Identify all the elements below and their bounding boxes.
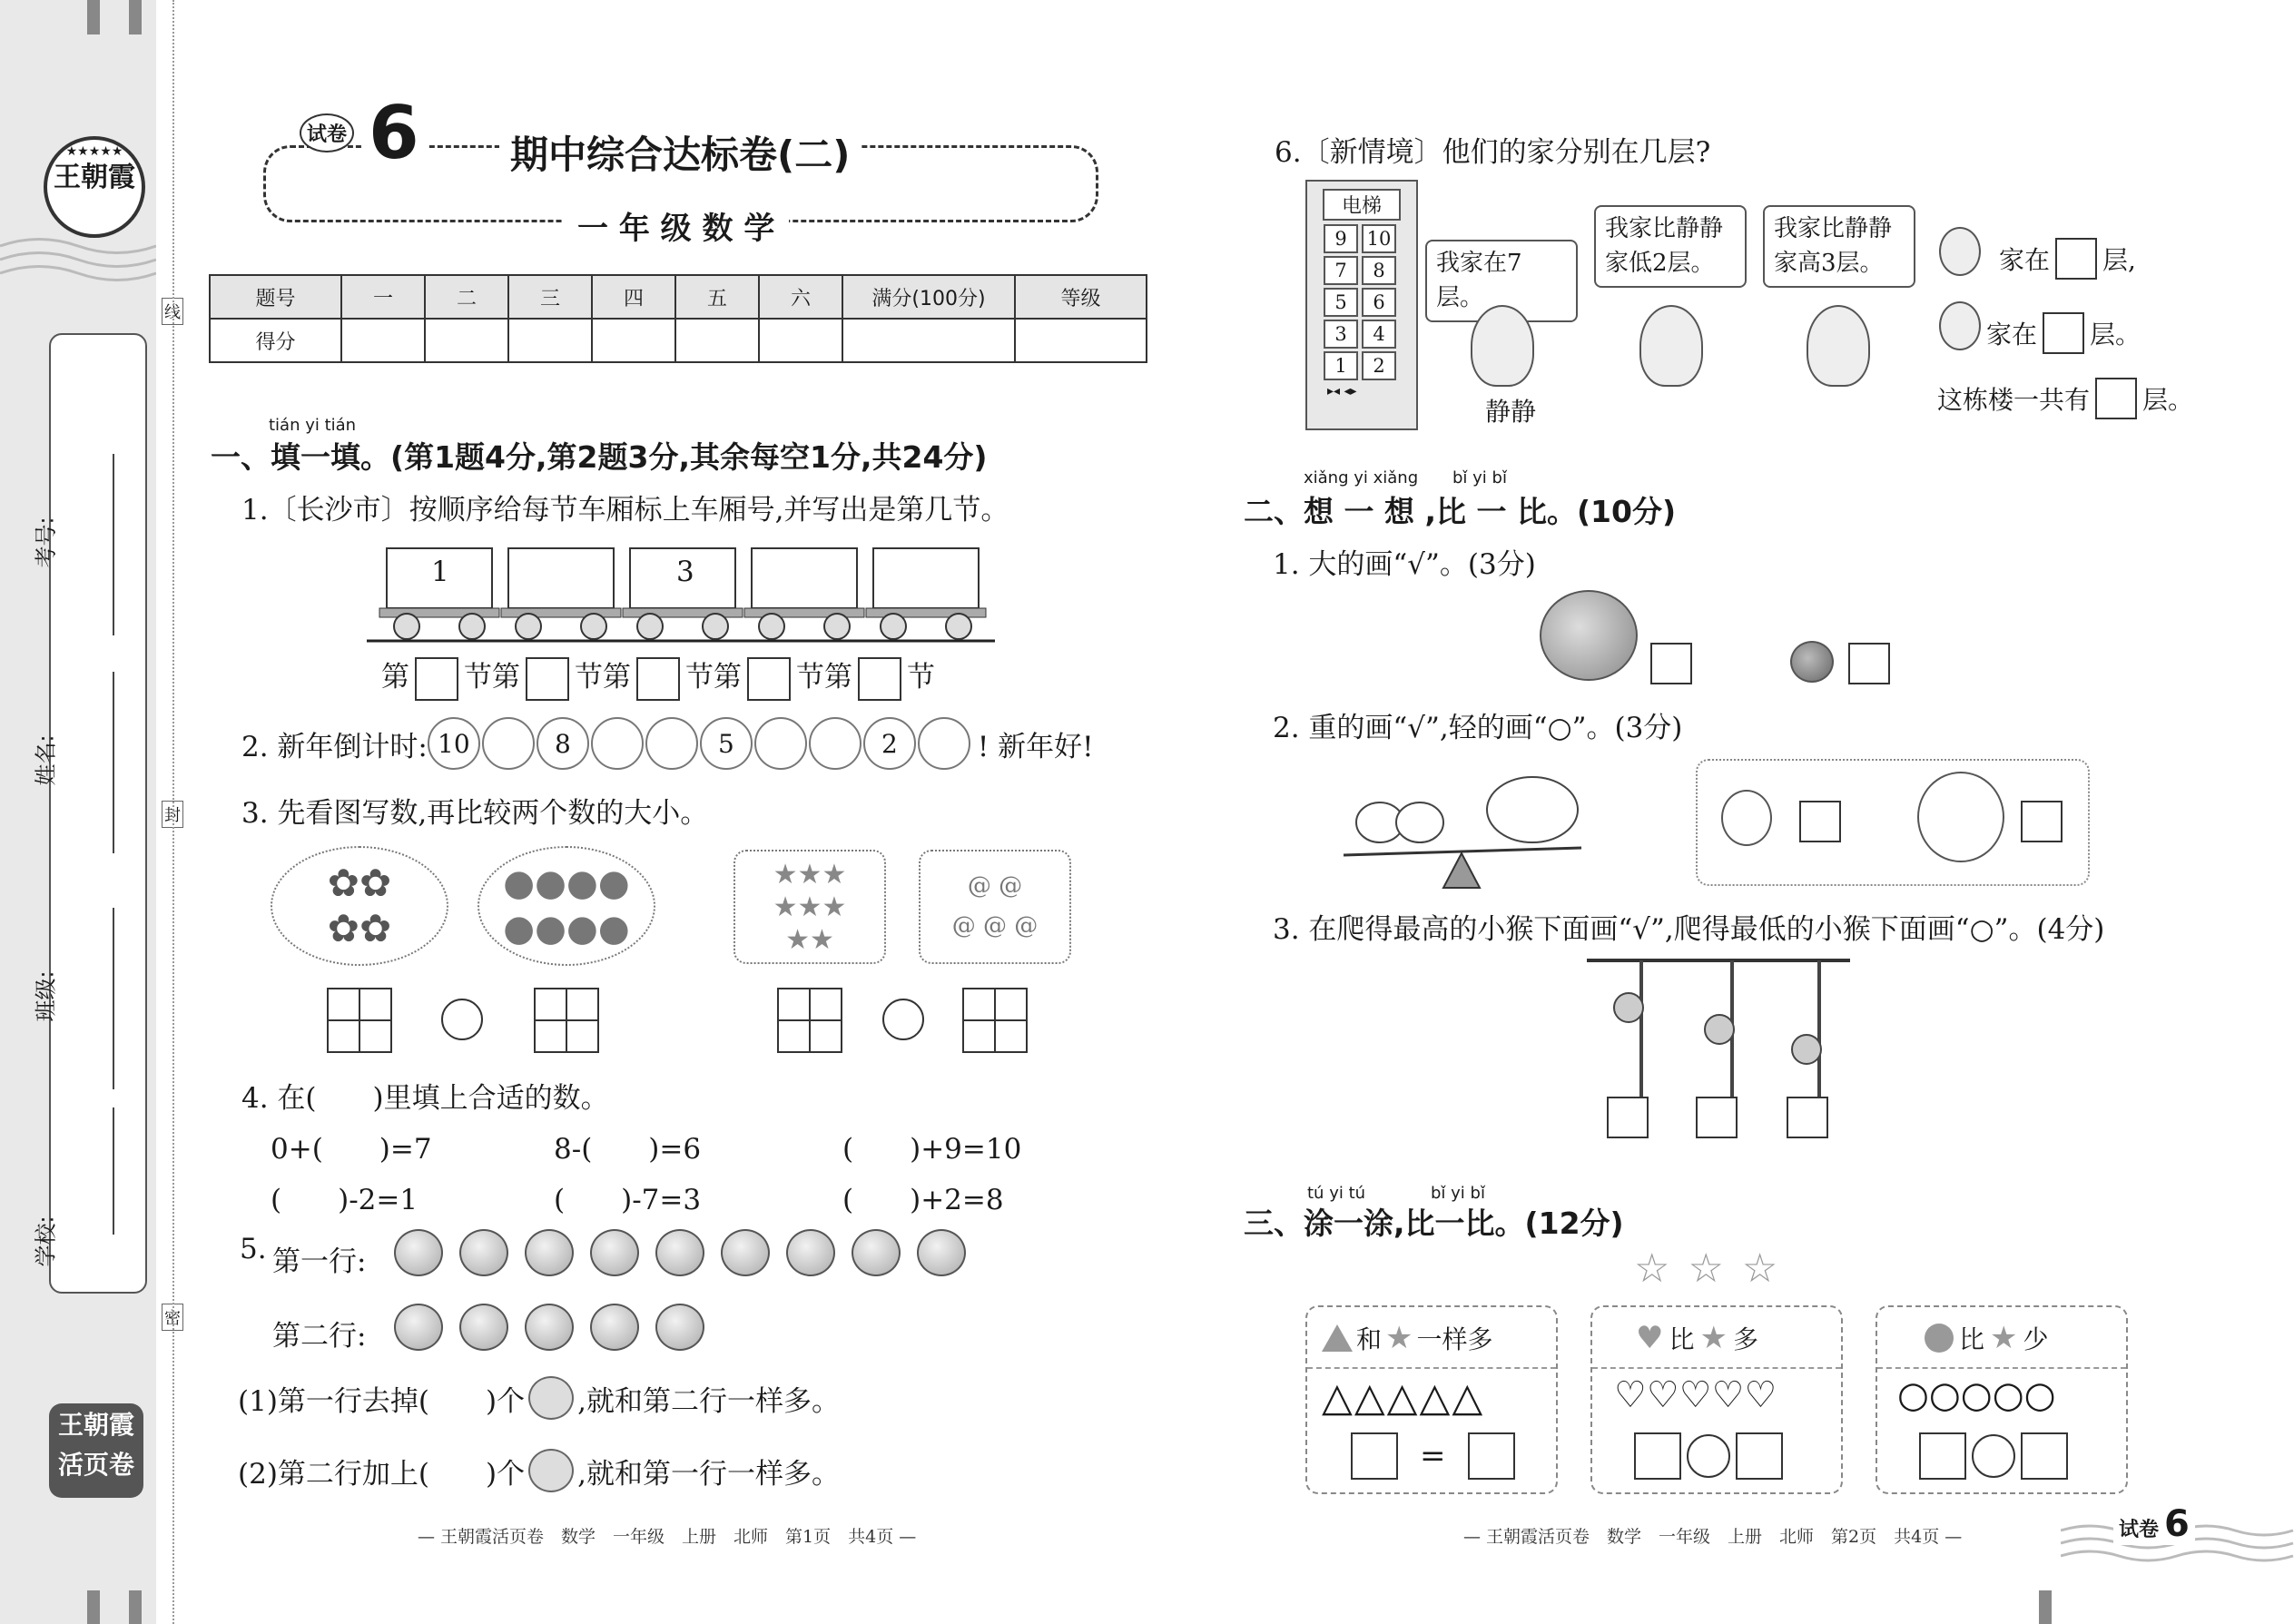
wheel (516, 614, 541, 639)
wheel (881, 614, 906, 639)
floor-button: 10 (1362, 224, 1396, 253)
wheel (459, 614, 485, 639)
q4-equation[interactable]: 0+( )=7 (271, 1133, 432, 1166)
count-box[interactable] (962, 988, 1028, 1053)
girl2-illustration (1807, 305, 1870, 387)
speech-bubble: 我家在7层。 (1425, 240, 1578, 322)
answer-box[interactable] (415, 657, 458, 701)
countdown-circle: 2 (863, 717, 916, 770)
card1-divider (1307, 1367, 1556, 1369)
logo-text: 王朝霞 (54, 162, 135, 193)
apple-icon (721, 1229, 770, 1276)
q3-text: 3. 先看图写数,再比较两个数的大小。 (241, 797, 709, 830)
countdown-circle: 10 (428, 717, 480, 770)
q4-equation[interactable]: ( )-7=3 (554, 1184, 702, 1216)
compare-circle[interactable] (882, 999, 924, 1040)
floor-button: 6 (1362, 288, 1396, 317)
card3-header: 比 ★ 少 (1925, 1320, 2049, 1356)
reference-stars: ☆☆☆ (1634, 1245, 1797, 1292)
apple-icon (525, 1229, 574, 1276)
countdown-circle[interactable] (809, 717, 861, 770)
answer-box[interactable] (2021, 801, 2063, 842)
apple-icon (655, 1229, 704, 1276)
elevator-panel (1305, 180, 1418, 430)
q5-row2-label: 第二行: (272, 1320, 367, 1353)
blank-line (113, 1107, 114, 1235)
apple-icon (590, 1304, 639, 1351)
footer-right: — 王朝霞活页卷 数学 一年级 上册 北师 第2页 共4页 — (1463, 1527, 1963, 1547)
countdown-circle[interactable] (591, 717, 644, 770)
wheel (759, 614, 784, 639)
q6-answer1: 家在 层, (1999, 238, 2136, 280)
score-cell[interactable] (842, 319, 1015, 362)
wave-decoration (0, 232, 156, 287)
q1-text: 1.〔长沙市〕按顺序给每节车厢标上车厢号,并写出是第几节。 (241, 494, 1009, 527)
countdown-circle: 5 (700, 717, 753, 770)
section1-title: 一、填一填。(第1题4分,第2题3分,其余每空1分,共24分) (211, 439, 988, 475)
q4-equation[interactable]: ( )+2=8 (842, 1184, 1004, 1216)
answer-box[interactable] (1736, 1432, 1783, 1480)
section3-pinyin: bǐ yi bǐ (1431, 1184, 1485, 1203)
section1-pinyin: tián yi tián (269, 416, 357, 435)
answer-box[interactable] (1468, 1432, 1515, 1480)
score-table (209, 274, 1147, 363)
blank-line (113, 908, 114, 1089)
balls-oval: ●●●● ●●●● (478, 846, 655, 966)
brand-badge: 王朝霞 活页卷 (49, 1403, 143, 1498)
floor-button: 1 (1324, 351, 1358, 380)
section2-pinyin: bǐ yi bǐ (1452, 468, 1507, 487)
answer-box[interactable] (2095, 378, 2137, 419)
section3-pinyin: tú yi tú (1307, 1184, 1366, 1203)
q4-equation[interactable]: ( )+9=10 (842, 1133, 1022, 1166)
score-cell[interactable] (592, 319, 675, 362)
s2-q2-text: 2. 重的画“√”,轻的画“○”。(3分) (1273, 712, 1683, 744)
car-position-row: 第 节第 节第 节第 节第 节 (381, 654, 935, 701)
score-cell[interactable] (759, 319, 842, 362)
star-icon: ★ (1699, 1320, 1728, 1356)
wheel (394, 614, 419, 639)
answer-box[interactable] (1919, 1432, 1966, 1480)
circle-icon (1925, 1324, 1954, 1353)
car-base (501, 608, 621, 617)
apple-icon (655, 1304, 704, 1351)
apple-icon (528, 1376, 574, 1420)
card3-answer (1919, 1432, 2068, 1480)
floor-button: 2 (1362, 351, 1396, 380)
s2-q1-text: 1. 大的画“√”。(3分) (1273, 548, 1536, 581)
apple-icon (459, 1304, 508, 1351)
q5-part2: (2)第二行加上( )个 ,就和第一行一样多。 (238, 1449, 840, 1492)
count-box[interactable] (327, 988, 392, 1053)
score-table-header-row: 题号 一 二 三 四 五 六 满分(100分) 等级 (210, 275, 1147, 319)
score-cell[interactable] (1015, 319, 1147, 362)
answer-box[interactable] (2043, 312, 2084, 354)
section2-title: 二、想 一 想 ,比 一 比。(10分) (1244, 494, 1677, 529)
score-cell[interactable] (341, 319, 425, 362)
pumpkin-image (1540, 590, 1638, 681)
wheel (703, 614, 728, 639)
apple-icon (786, 1229, 835, 1276)
apple-icon (394, 1229, 443, 1276)
score-table-score-row: 得分 (210, 319, 1147, 362)
compare-circle[interactable] (441, 999, 483, 1040)
test-number: 6 (361, 91, 427, 175)
q6-text: 6.〔新情境〕他们的家分别在几层? (1275, 136, 1711, 169)
name-field[interactable]: 姓名: (54, 672, 145, 853)
wheel (637, 614, 663, 639)
girl-face-icon (1939, 227, 1981, 276)
card2-header: ♥ 比 ★ 多 (1636, 1320, 1758, 1356)
binding-label-seal: 封 (162, 801, 183, 828)
car-base (623, 608, 743, 617)
card1-answer: = (1351, 1432, 1515, 1480)
apple-icon (459, 1229, 508, 1276)
blank-line (113, 454, 114, 635)
corner-test-label: 试卷 6 (2113, 1503, 2195, 1545)
circles-row: ○○○○○ (1897, 1374, 2056, 1416)
boy-face-icon (1939, 301, 1981, 350)
car-numbers (386, 556, 1003, 592)
answer-box[interactable] (1848, 643, 1890, 684)
count-box[interactable] (777, 988, 842, 1053)
floor-button: 7 (1324, 256, 1358, 285)
elevator-arrows: ▸◂ ◂▸ (1327, 384, 1357, 399)
section3-title: 三、涂一涂,比一比。(12分) (1244, 1206, 1624, 1241)
apple-icon (394, 1304, 443, 1351)
q5-row1-label: 第一行: (272, 1245, 367, 1278)
apple-icon (852, 1229, 901, 1276)
blank-line (113, 672, 114, 853)
countdown-circle[interactable] (918, 717, 970, 770)
q5-number: 5. (240, 1233, 267, 1265)
answer-box[interactable] (1650, 643, 1692, 684)
speech-bubble: 我家比静静家高3层。 (1763, 205, 1915, 288)
triangle-icon (1322, 1324, 1353, 1352)
monkey-bars-illustration (1587, 955, 1850, 1100)
bottom-mark (129, 1590, 142, 1624)
answer-box[interactable] (1787, 1097, 1828, 1138)
answer-box[interactable] (2055, 238, 2097, 280)
brand-logo (44, 136, 145, 238)
answer-box[interactable] (747, 657, 791, 701)
test-subtitle: 一 年 级 数 学 (563, 203, 789, 248)
test-title: 期中综合达标卷(二) (499, 125, 861, 180)
class-field[interactable]: 班级: (54, 908, 145, 1089)
answer-box[interactable] (1634, 1432, 1681, 1480)
q4-text: 4. 在( )里填上合适的数。 (241, 1082, 609, 1115)
countdown-circle[interactable] (754, 717, 807, 770)
top-mark (129, 0, 142, 34)
apple-row-2 (394, 1304, 704, 1351)
score-cell[interactable] (675, 319, 759, 362)
answer-box[interactable] (1696, 1097, 1738, 1138)
wheel (946, 614, 971, 639)
girl-name: 静静 (1485, 397, 1537, 427)
wheel (824, 614, 850, 639)
q4-equation[interactable]: 8-( )=6 (554, 1133, 702, 1166)
elevator-buttons (1324, 224, 1416, 380)
answer-box[interactable] (636, 657, 680, 701)
compare-circle[interactable] (1972, 1434, 2015, 1478)
answer-box[interactable] (858, 657, 901, 701)
q2-row: 2. 新年倒计时: 10 8 5 2 ! 新年好! (241, 717, 1094, 770)
countdown-circle: 8 (537, 717, 589, 770)
floor-button: 3 (1324, 320, 1358, 349)
wheel (581, 614, 606, 639)
card3-divider (1877, 1367, 2126, 1369)
q4-equation[interactable]: ( )-2=1 (271, 1184, 418, 1216)
countdown-circle[interactable] (645, 717, 698, 770)
countdown-circle[interactable] (482, 717, 535, 770)
card2-divider (1592, 1367, 1841, 1369)
answer-box[interactable] (2021, 1432, 2068, 1480)
speech-bubble: 我家比静静家低2层。 (1594, 205, 1747, 288)
binding-label-line: 线 (162, 298, 183, 325)
score-cell[interactable] (425, 319, 508, 362)
binding-label-secret: 密 (162, 1304, 183, 1331)
answer-box[interactable] (1799, 801, 1841, 842)
triangles-row: △△△△△ (1322, 1374, 1485, 1421)
car-base (379, 608, 499, 617)
school-field[interactable]: 学校: (54, 1107, 145, 1289)
q5-part1: (1)第一行去掉( )个 ,就和第二行一样多。 (238, 1376, 840, 1420)
count-box[interactable] (534, 988, 599, 1053)
exam-number-field[interactable]: 考号: (54, 454, 145, 635)
answer-box[interactable] (1607, 1097, 1649, 1138)
flowers-oval: ✿✿ ✿✿ (271, 846, 448, 966)
car-base (744, 608, 864, 617)
floor-button: 9 (1324, 224, 1358, 253)
hen-image (1917, 772, 2004, 862)
floor-button: 5 (1324, 288, 1358, 317)
apple-row-1 (394, 1229, 966, 1276)
floor-button: 4 (1362, 320, 1396, 349)
apple-icon (528, 1449, 574, 1492)
bottom-mark (87, 1590, 100, 1624)
section2-pinyin: xiǎng yi xiǎng (1304, 468, 1419, 487)
chick-image (1721, 790, 1772, 846)
answer-box[interactable] (526, 657, 569, 701)
apple-icon (525, 1304, 574, 1351)
snails-card: @ @ @ @ @ (919, 850, 1071, 964)
star-icon: ★ (1385, 1320, 1413, 1356)
apple-icon (590, 1229, 639, 1276)
footer-left: — 王朝霞活页卷 数学 一年级 上册 北师 第1页 共4页 — (418, 1527, 917, 1547)
car-base (866, 608, 986, 617)
q6-answer3: 这栋楼一共有 层。 (1937, 378, 2193, 419)
boy-illustration (1639, 305, 1703, 387)
seesaw-illustration (1340, 753, 1585, 890)
logo-stars: ★★★★★ (65, 144, 123, 159)
test-badge: 试卷 (300, 113, 354, 153)
car-number: 1 (431, 556, 449, 588)
bottom-mark (2039, 1590, 2052, 1624)
top-mark (87, 0, 100, 34)
floor-button: 8 (1362, 256, 1396, 285)
compare-circle[interactable] (1687, 1434, 1730, 1478)
q6-answer2: 家在 层。 (1986, 312, 2141, 354)
elevator-title: 电梯 (1323, 189, 1401, 221)
answer-box[interactable] (1351, 1432, 1398, 1480)
tomato-image (1790, 641, 1834, 683)
girl-jingjing-illustration (1471, 305, 1534, 387)
card2-answer (1634, 1432, 1783, 1480)
star-icon: ★ (1990, 1320, 2018, 1356)
hearts-row: ♡♡♡♡♡ (1614, 1374, 1777, 1416)
score-cell[interactable] (508, 319, 592, 362)
s2-q3-text: 3. 在爬得最高的小猴下面画“√”,爬得最低的小猴下面画“○”。(4分) (1273, 913, 2105, 946)
stars-card: ★★★ ★★★ ★★ (733, 850, 886, 964)
card1-header: 和 ★ 一样多 (1322, 1320, 1493, 1356)
binding-dotted-line (172, 0, 174, 1624)
apple-icon (917, 1229, 966, 1276)
heart-icon: ♥ (1636, 1320, 1664, 1356)
car-number: 3 (676, 556, 694, 588)
